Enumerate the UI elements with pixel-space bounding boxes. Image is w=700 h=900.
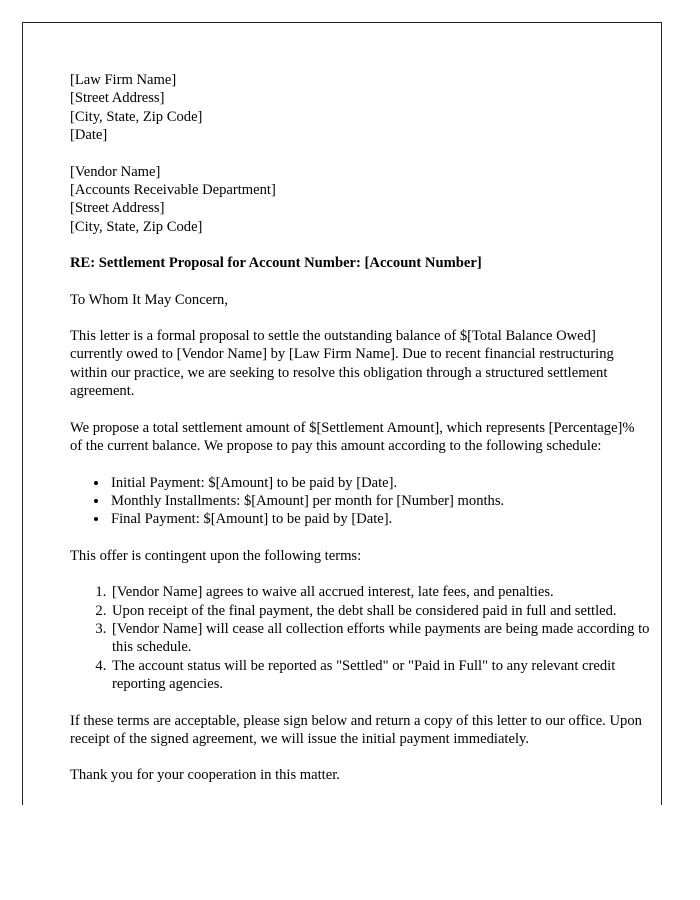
- recipient-address-line: [Accounts Receivable Department]: [70, 182, 276, 199]
- payment-schedule-list: [70, 474, 650, 529]
- subject-line: RE: Settlement Proposal for Account Number: [Account Number]: [70, 255, 482, 272]
- paragraph-thanks: Thank you for your cooperation in this matter.: [70, 767, 340, 784]
- recipient-address-line: [Street Address]: [70, 200, 165, 217]
- recipient-address-line: [City, State, Zip Code]: [70, 218, 203, 235]
- recipient-address-block: [70, 163, 650, 237]
- sender-address-line: [Street Address]: [70, 90, 165, 107]
- sender-address-block: [70, 71, 650, 145]
- list-item: • Monthly Installments: $[Amount] per month for [Number] months.: [109, 492, 650, 510]
- list-item: 3. [Vendor Name] will cease all collection efforts while payments are being made according to this schedule.: [110, 620, 650, 657]
- letter-content: [70, 71, 650, 803]
- paragraph-terms-lead: This offer is contingent upon the following terms:: [70, 547, 362, 564]
- list-item: 4. The account status will be reported as "Settled" or "Paid in Full" to any relevant credit reporting agencies.: [110, 657, 650, 694]
- paragraph-intro: This letter is a formal proposal to settle the outstanding balance of $[Total Balance Owed] currently owed to [Vendor Name] by [Law Firm Name]. Due to recent financial restructuring within our practice, we are seeking to resolve this obligation through a structured settlement agreement.: [70, 328, 614, 400]
- list-item: • Final Payment: $[Amount] to be paid by [Date].: [109, 510, 650, 528]
- paragraph-closing: If these terms are acceptable, please sign below and return a copy of this letter to our office. Upon receipt of the signed agreement, we will issue the initial payment immediately.: [70, 712, 642, 747]
- terms-list: [70, 583, 650, 693]
- sender-address-line: [City, State, Zip Code]: [70, 108, 203, 125]
- paragraph-proposal: We propose a total settlement amount of $[Settlement Amount], which represents [Percentage]% of the current balance. We propose to pay this amount according to the following schedule:: [70, 419, 635, 455]
- sender-address-line: [Law Firm Name]: [70, 72, 177, 88]
- list-item: 2. Upon receipt of the final payment, the debt shall be considered paid in full and settled.: [110, 602, 650, 620]
- salutation: To Whom It May Concern,: [70, 291, 228, 308]
- list-item: • Initial Payment: $[Amount] to be paid by [Date].: [109, 474, 650, 492]
- recipient-address-line: [Vendor Name]: [70, 163, 161, 180]
- list-item: 1. [Vendor Name] agrees to waive all accrued interest, late fees, and penalties.: [110, 583, 650, 601]
- document-page: [22, 22, 662, 805]
- sender-address-line: [Date]: [70, 127, 108, 144]
